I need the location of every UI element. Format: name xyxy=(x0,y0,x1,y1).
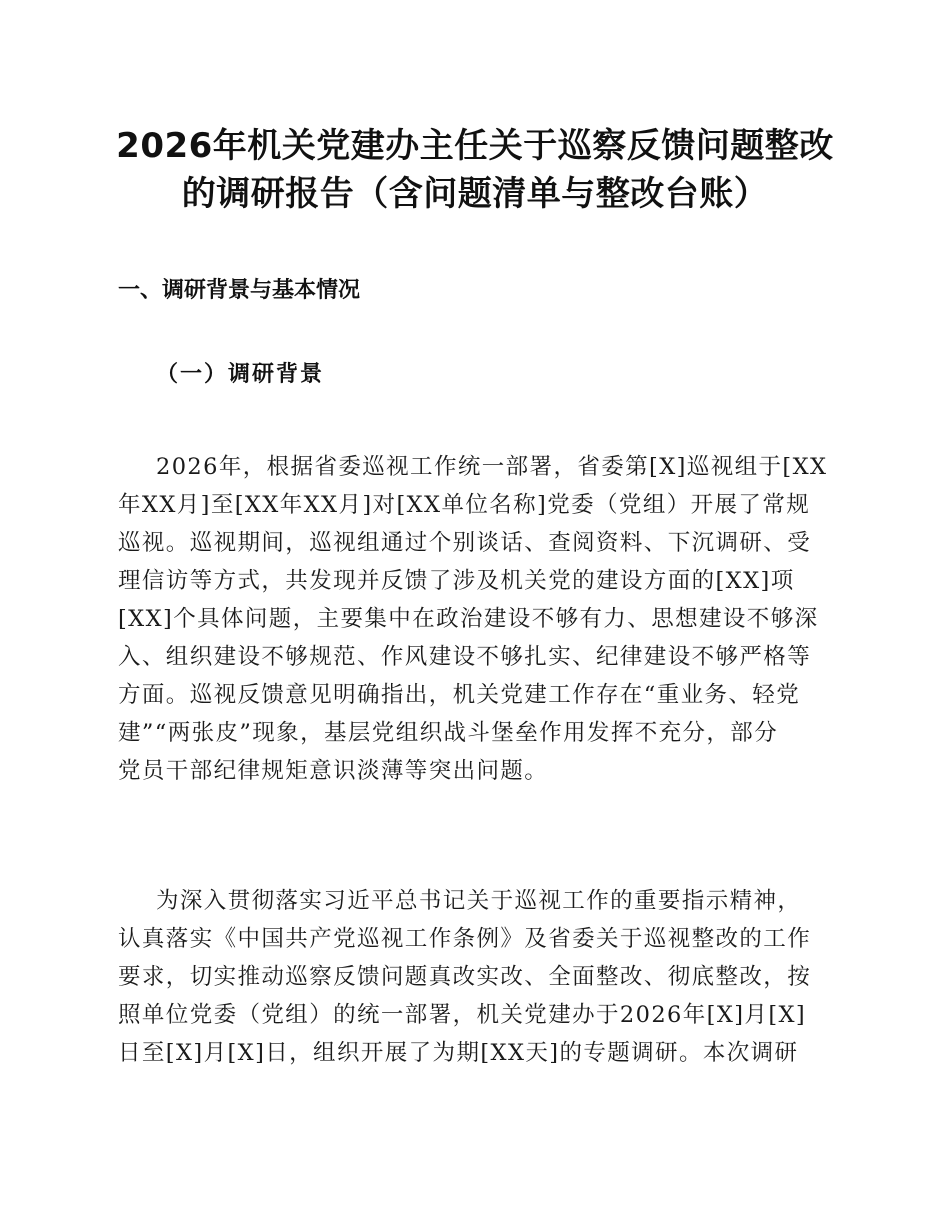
paragraph-line: 方面。巡视反馈意见明确指出，机关党建工作存在“重业务、轻党 xyxy=(118,682,801,708)
paragraph-line: 入、组织建设不够规范、作风建设不够扎实、纪律建设不够严格等 xyxy=(118,644,812,670)
paragraph-line: 照单位党委（党组）的统一部署，机关党建办于2026年[X]月[X] xyxy=(118,1002,807,1028)
body-paragraph xyxy=(118,448,838,790)
paragraph-line: [XX]个具体问题，主要集中在政治建设不够有力、思想建设不够深 xyxy=(118,606,819,632)
paragraph-line: 理信访等方式，共发现并反馈了涉及机关党的建设方面的[XX]项 xyxy=(118,568,795,594)
body-paragraph xyxy=(118,882,838,1072)
section-heading: 一、调研背景与基本情况 xyxy=(118,278,361,303)
paragraph-line: 年XX月]至[XX年XX月]对[XX单位名称]党委（党组）开展了常规 xyxy=(118,492,811,518)
paragraph-line: 为深入贯彻落实习近平总书记关于巡视工作的重要指示精神， xyxy=(156,888,802,914)
paragraph-line: 党员干部纪律规矩意识淡薄等突出问题。 xyxy=(118,758,549,784)
paragraph-line: 2026年，根据省委巡视工作统一部署，省委第[X]巡视组于[XX xyxy=(156,454,828,480)
title-line-1: 2026年机关党建办主任关于巡察反馈问题整改 xyxy=(116,126,834,166)
paragraph-line: 认真落实《中国共产党巡视工作条例》及省委关于巡视整改的工作 xyxy=(118,926,812,952)
paragraph-line: 巡视。巡视期间，巡视组通过个别谈话、查阅资料、下沉调研、受 xyxy=(118,530,812,556)
paragraph-line: 日至[X]月[X]日，组织开展了为期[XX天]的专题调研。本次调研 xyxy=(118,1040,799,1066)
subsection-heading: （一）调研背景 xyxy=(156,361,325,387)
document-title xyxy=(60,122,890,218)
paragraph-line: 建”“两张皮”现象，基层党组织战斗堡垒作用发挥不充分，部分 xyxy=(118,720,779,746)
title-line-2: 的调研报告（含问题清单与整改台账） xyxy=(181,174,769,214)
paragraph-line: 要求，切实推动巡察反馈问题真改实改、全面整改、彻底整改，按 xyxy=(118,964,812,990)
